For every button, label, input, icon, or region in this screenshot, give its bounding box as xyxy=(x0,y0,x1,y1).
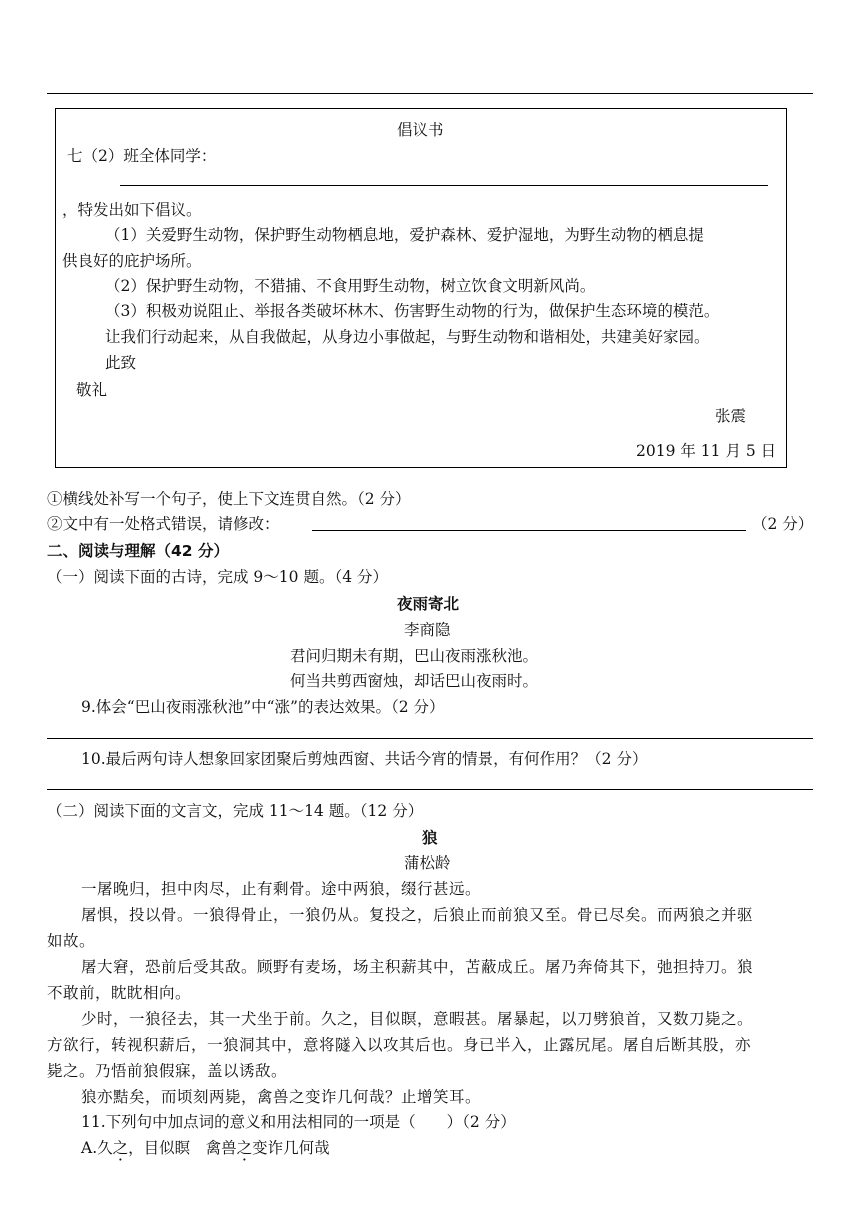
proposal-cizhi: 此致 xyxy=(105,354,137,372)
question-10: 10.最后两句诗人想象回家团聚后剪烛西窗、共话今宵的情景，有何作用？（2 分） xyxy=(81,750,648,768)
poem-author: 李商隐 xyxy=(404,621,451,639)
proposal-intro-end: ，特发出如下倡议。 xyxy=(62,201,202,219)
option-a-post: 变诈几何哉 xyxy=(252,1139,330,1157)
option-a-pre: A.久 xyxy=(81,1139,113,1157)
proposal-signer: 张震 xyxy=(715,407,747,425)
paragraph-4-cont2: 毙之。乃悟前狼假寐，盖以诱敌。 xyxy=(47,1062,288,1080)
question-b-prefix: ②文中有一处格式错误，请修改： xyxy=(47,515,280,533)
poem-line-2: 何当共剪西窗烛，却话巴山夜雨时。 xyxy=(290,672,539,690)
section-heading: 二、阅读与理解（42 分） xyxy=(47,542,229,560)
option-a[interactable] xyxy=(81,1136,330,1158)
paragraph-2-cont: 如故。 xyxy=(47,932,96,950)
answer-rule-9[interactable] xyxy=(47,738,813,739)
proposal-title: 倡议书 xyxy=(397,121,444,139)
question-11: 11.下列句中加点词的意义和用法相同的一项是（ ）（2 分） xyxy=(81,1113,516,1131)
text-author: 蒲松龄 xyxy=(404,854,451,872)
question-a: ①横线处补写一个句子，使上下文连贯自然。（2 分） xyxy=(47,490,411,508)
proposal-item-2: （2）保护野生动物，不猎捕、不食用野生动物，树立饮食文明新风尚。 xyxy=(105,277,596,295)
proposal-item-1-cont: 供良好的庇护场所。 xyxy=(62,252,202,270)
paragraph-2: 屠惧，投以骨。一狼得骨止，一狼仍从。复投之，后狼止而前狼又至。骨已尽矣。而两狼之并驱 xyxy=(81,906,754,924)
answer-rule-10[interactable] xyxy=(47,789,813,790)
dotted-word-2: 之 xyxy=(236,1139,253,1157)
paragraph-1: 一屠晚归，担中肉尽，止有剩骨。途中两狼，缀行甚远。 xyxy=(81,880,482,898)
text-title: 狼 xyxy=(422,829,438,847)
paragraph-4-cont1: 方欲行，转视积薪后，一狼洞其中，意将隧入以攻其后也。身已半入，止露尻尾。屠自后断其股，亦 xyxy=(47,1036,752,1054)
proposal-item-3: （3）积极劝说阻止、举报各类破坏林木、伤害野生动物的行为，做保护生态环境的模范。 xyxy=(105,302,720,320)
poem-line-1: 君问归期未有期，巴山夜雨涨秋池。 xyxy=(290,647,539,665)
paragraph-3: 屠大窘，恐前后受其敌。顾野有麦场，场主积薪其中，苫蔽成丘。屠乃奔倚其下，弛担持刀。狼 xyxy=(81,958,754,976)
option-a-mid: ，目似瞑 禽兽 xyxy=(128,1139,237,1157)
paragraph-5: 狼亦黠矣，而顷刻两毙，禽兽之变诈几何哉？止增笑耳。 xyxy=(81,1088,482,1106)
paragraph-4: 少时，一狼径去，其一犬坐于前。久之，目似瞑，意暇甚。屠暴起，以刀劈狼首，又数刀毙之。 xyxy=(81,1010,754,1028)
dotted-word-1: 之 xyxy=(112,1139,129,1157)
fill-in-blank-line[interactable] xyxy=(120,185,768,186)
paragraph-3-cont: 不敢前，眈眈相向。 xyxy=(47,984,192,1002)
proposal-date: 2019 年 11 月 5 日 xyxy=(636,442,777,460)
poem-title: 夜雨寄北 xyxy=(397,595,460,613)
answer-line-b[interactable] xyxy=(312,530,746,531)
question-9: 9.体会“巴山夜雨涨秋池”中“涨”的表达效果。（2 分） xyxy=(81,698,445,716)
proposal-jingli: 敬礼 xyxy=(76,381,108,399)
part1-intro: （一）阅读下面的古诗，完成 9～10 题。（4 分） xyxy=(47,568,388,586)
question-b-score: （2 分） xyxy=(752,515,814,533)
proposal-call: 让我们行动起来，从自我做起，从身边小事做起，与野生动物和谐相处，共建美好家园。 xyxy=(105,328,710,346)
header-rule xyxy=(47,93,813,94)
proposal-item-1: （1）关爱野生动物，保护野生动物栖息地，爱护森林、爱护湿地，为野生动物的栖息提 xyxy=(105,226,704,244)
proposal-salutation: 七（2）班全体同学： xyxy=(67,147,217,165)
part2-intro: （二）阅读下面的文言文，完成 11～14 题。（12 分） xyxy=(47,802,424,820)
